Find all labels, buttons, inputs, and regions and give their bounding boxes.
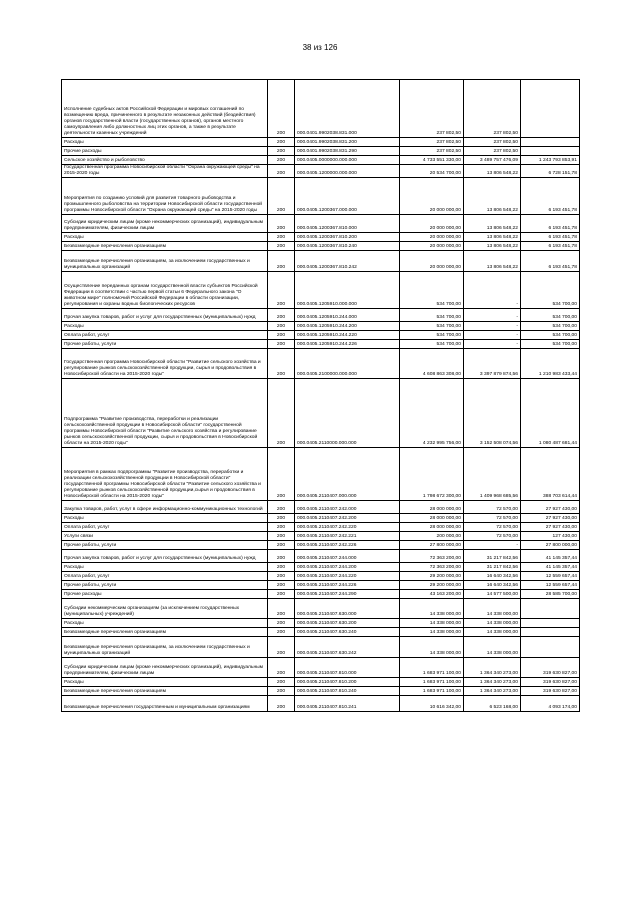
row-grbs-code: 200 [268,523,295,532]
row-unexecuted-amount: 534 700,00 [521,331,580,340]
row-executed-amount: 14 577 500,00 [464,590,521,599]
row-grbs-code: 200 [268,178,295,215]
row-name: Безвозмездные перечисления организациям, за исключением государственных и муниципальных организаций [62,251,268,272]
row-unexecuted-amount: 1 210 983 433,44 [521,349,580,379]
row-grbs-code: 200 [268,379,295,448]
row-budget-code: 000.0405.2110407.242.220 [295,523,400,532]
row-budget-code: 000.0405.2110407.242.226 [295,541,400,550]
row-grbs-code: 200 [268,322,295,331]
table-row [62,233,580,242]
row-budget-code: 000.0405.2110407.242.200 [295,514,400,523]
row-name: Расходы [62,563,268,572]
row-grbs-code: 200 [268,696,295,712]
row-budget-code: 000.0401.9902038.831.200 [295,138,400,147]
budget-table [61,79,580,712]
row-executed-amount: 14 338 000,00 [464,628,521,637]
row-approved-amount: 4 232 995 756,00 [400,379,464,448]
row-budget-code: 000.0405.1200367.810.240 [295,242,400,251]
row-approved-amount: 27 800 000,00 [400,541,464,550]
row-unexecuted-amount: 27 927 430,00 [521,501,580,514]
row-approved-amount: 20 000 000,00 [400,233,464,242]
table-row [62,637,580,658]
row-approved-amount: 4 733 551 330,00 [400,156,464,165]
row-unexecuted-amount [521,138,580,147]
row-unexecuted-amount [521,637,580,658]
row-grbs-code: 200 [268,658,295,678]
row-executed-amount: 14 338 000,00 [464,637,521,658]
row-budget-code: 000.0405.2110407.810.000 [295,658,400,678]
row-approved-amount: 237 802,50 [400,138,464,147]
row-budget-code: 000.0405.2110407.244.220 [295,572,400,581]
row-executed-amount: 13 806 548,22 [464,215,521,233]
table-row [62,80,580,138]
row-grbs-code: 200 [268,215,295,233]
row-name: Расходы [62,514,268,523]
row-grbs-code: 200 [268,147,295,156]
table-row [62,590,580,599]
row-budget-code: 000.0405.1200367.810.242 [295,251,400,272]
row-budget-code: 000.0405.2110407.000.000 [295,448,400,501]
row-name: Оплата работ, услуг [62,572,268,581]
table-row [62,532,580,541]
row-budget-code: 000.0405.1205910.244.220 [295,331,400,340]
row-approved-amount: 14 338 000,00 [400,619,464,628]
row-name: Безвозмездные перечисления организациям, за исключением государственных и муниципальных организаций [62,637,268,658]
row-executed-amount: - [464,309,521,322]
row-unexecuted-amount: 27 927 430,00 [521,514,580,523]
row-executed-amount: 14 338 000,00 [464,619,521,628]
row-unexecuted-amount: 41 145 357,44 [521,563,580,572]
row-budget-code: 000.0405.2110407.242.000 [295,501,400,514]
table-row [62,563,580,572]
row-executed-amount: 14 338 000,00 [464,599,521,619]
row-approved-amount: 1 683 971 100,00 [400,658,464,678]
row-budget-code: 000.0405.1205910.244.200 [295,322,400,331]
row-approved-amount: 20 000 000,00 [400,215,464,233]
row-name: Прочие расходы [62,147,268,156]
row-grbs-code: 200 [268,532,295,541]
row-grbs-code: 200 [268,156,295,165]
row-name: Оплата работ, услуг [62,331,268,340]
table-row [62,628,580,637]
row-name: Прочая закупка товаров, работ и услуг для государственных (муниципальных) нужд [62,309,268,322]
row-unexecuted-amount: 534 700,00 [521,340,580,349]
row-executed-amount: 72 570,00 [464,523,521,532]
row-executed-amount: 16 640 342,56 [464,581,521,590]
row-budget-code: 000.0401.9902038.831.290 [295,147,400,156]
row-name: Прочие расходы [62,590,268,599]
row-executed-amount: 1 364 340 273,00 [464,678,521,687]
table-row [62,514,580,523]
row-executed-amount: 1 364 340 273,00 [464,658,521,678]
row-approved-amount: 200 000,00 [400,532,464,541]
row-name: Исполнение судебных актов Российской Федерации и мировых соглашений по возмещению вреда, причиненного в результате незаконных действий (бездействия) органов государственной власти (государственных органов), органов местного самоуправления либо должностных лиц этих органов, а также в результате деятельности казенных учреждений [62,80,268,138]
row-approved-amount: 534 700,00 [400,309,464,322]
row-unexecuted-amount: 41 145 357,44 [521,550,580,563]
row-unexecuted-amount: 319 630 827,00 [521,658,580,678]
row-unexecuted-amount [521,147,580,156]
row-name: Безвозмездные перечисления организациям [62,628,268,637]
row-name: Государственная программа Новосибирской области "Развитие сельского хозяйства и регулирование рынков сельскохозяйственной продукции, сырья и продовольствия в Новосибирской области на 2015-2020 годы" [62,349,268,379]
row-grbs-code: 200 [268,678,295,687]
row-unexecuted-amount: 1 080 487 681,44 [521,379,580,448]
row-approved-amount: 1 798 672 300,00 [400,448,464,501]
table-row [62,272,580,309]
row-executed-amount: 13 806 548,22 [464,242,521,251]
row-executed-amount: - [464,331,521,340]
row-grbs-code: 200 [268,550,295,563]
row-unexecuted-amount: 534 700,00 [521,309,580,322]
table-row [62,523,580,532]
row-executed-amount: - [464,541,521,550]
row-unexecuted-amount: 12 559 657,44 [521,572,580,581]
row-budget-code: 000.0405.1200367.810.000 [295,215,400,233]
row-executed-amount: 237 802,50 [464,138,521,147]
row-budget-code: 000.0405.2110407.810.240 [295,687,400,696]
row-budget-code: 000.0405.2110407.630.000 [295,599,400,619]
row-grbs-code: 200 [268,272,295,309]
table-row [62,165,580,178]
row-unexecuted-amount: 12 559 657,44 [521,581,580,590]
row-name: Прочие работы, услуги [62,541,268,550]
row-name: Безвозмездные перечисления организациям [62,242,268,251]
row-unexecuted-amount: 6 193 451,78 [521,215,580,233]
row-name: Прочая закупка товаров, работ и услуг для государственных (муниципальных) нужд [62,550,268,563]
row-unexecuted-amount: 127 430,00 [521,532,580,541]
row-budget-code: 000.0405.1205910.244.000 [295,309,400,322]
row-budget-code: 000.0405.1205910.000.000 [295,272,400,309]
row-budget-code: 000.0405.2110407.630.200 [295,619,400,628]
row-executed-amount: 6 523 168,00 [464,696,521,712]
table-row [62,687,580,696]
row-approved-amount: 43 163 200,00 [400,590,464,599]
row-name: Прочие работы, услуги [62,340,268,349]
row-budget-code: 000.0405.2110407.244.200 [295,563,400,572]
row-budget-code: 000.0405.2110407.810.241 [295,696,400,712]
row-unexecuted-amount: 534 700,00 [521,322,580,331]
row-name: Расходы [62,233,268,242]
table-row [62,541,580,550]
row-unexecuted-amount: 1 243 793 853,91 [521,156,580,165]
row-name: Расходы [62,138,268,147]
row-name: Подпрограмма "Развитие производства, переработки и реализации сельскохозяйственной продукции в Новосибирской области" государственной программы Новосибирской области "Развитие сельского хозяйства и регулирование рынков сельскохозяйственной продукции, сырья и продовольствия в Новосибирской области на 2015-2020 годы" [62,379,268,448]
row-approved-amount: 28 000 000,00 [400,501,464,514]
row-executed-amount: 72 570,00 [464,514,521,523]
row-grbs-code: 200 [268,628,295,637]
row-budget-code: 000.0405.2100000.000.000 [295,349,400,379]
row-approved-amount: 20 000 000,00 [400,178,464,215]
row-executed-amount: 237 802,50 [464,147,521,156]
table-row [62,251,580,272]
table-row [62,581,580,590]
row-approved-amount: 534 700,00 [400,331,464,340]
row-name: Услуги связи [62,532,268,541]
row-name: Субсидии некоммерческим организациям (за исключением государственных (муниципальных) учреждений) [62,599,268,619]
row-approved-amount: 72 363 200,00 [400,563,464,572]
row-grbs-code: 200 [268,233,295,242]
row-approved-amount: 14 338 000,00 [400,628,464,637]
row-executed-amount: 237 802,50 [464,80,521,138]
row-unexecuted-amount [521,599,580,619]
row-approved-amount: 14 338 000,00 [400,599,464,619]
row-budget-code: 000.0405.2110407.242.221 [295,532,400,541]
table-row [62,658,580,678]
row-budget-code: 000.0405.2110407.244.000 [295,550,400,563]
row-budget-code: 000.0405.2110407.244.226 [295,581,400,590]
row-budget-code: 000.0405.1200367.810.200 [295,233,400,242]
row-budget-code: 000.0405.0000000.000.000 [295,156,400,165]
row-executed-amount: 31 217 842,56 [464,550,521,563]
row-approved-amount: 28 000 000,00 [400,523,464,532]
row-grbs-code: 200 [268,514,295,523]
row-name: Расходы [62,619,268,628]
row-executed-amount: 3 489 757 476,09 [464,156,521,165]
row-approved-amount: 534 700,00 [400,340,464,349]
row-grbs-code: 200 [268,448,295,501]
row-budget-code: 000.0405.1200000.000.000 [295,165,400,178]
row-approved-amount: 237 802,50 [400,147,464,156]
row-approved-amount: 72 363 200,00 [400,550,464,563]
table-row [62,448,580,501]
row-name: Расходы [62,678,268,687]
row-unexecuted-amount: 319 630 827,00 [521,678,580,687]
row-budget-code: 000.0405.2110407.630.242 [295,637,400,658]
row-approved-amount: 14 338 000,00 [400,637,464,658]
row-approved-amount: 534 700,00 [400,272,464,309]
row-unexecuted-amount: 6 193 451,78 [521,251,580,272]
table-row [62,379,580,448]
table-row [62,550,580,563]
row-name: Закупка товаров, работ, услуг в сфере информационно-коммуникационных технологий [62,501,268,514]
row-executed-amount: 3 152 508 074,56 [464,379,521,448]
row-unexecuted-amount: 319 630 827,00 [521,687,580,696]
row-unexecuted-amount: 27 800 000,00 [521,541,580,550]
row-budget-code: 000.0405.1200367.000.000 [295,178,400,215]
row-executed-amount: - [464,322,521,331]
row-grbs-code: 200 [268,563,295,572]
row-grbs-code: 200 [268,138,295,147]
table-row [62,178,580,215]
row-budget-code: 000.0405.2110407.810.200 [295,678,400,687]
row-approved-amount: 1 683 971 100,00 [400,678,464,687]
row-name: Оплата работ, услуг [62,523,268,532]
row-unexecuted-amount: 6 193 451,78 [521,242,580,251]
row-approved-amount: 237 802,50 [400,80,464,138]
row-unexecuted-amount: 6 193 451,78 [521,178,580,215]
row-grbs-code: 200 [268,637,295,658]
row-executed-amount: 13 806 548,22 [464,233,521,242]
row-grbs-code: 200 [268,309,295,322]
row-name: Государственная программа Новосибирской области "Охрана окружающей среды" на 2015-2020 годы [62,165,268,178]
row-executed-amount: 72 570,00 [464,501,521,514]
row-executed-amount: 1 364 340 273,00 [464,687,521,696]
row-executed-amount: 13 806 548,22 [464,165,521,178]
table-row [62,156,580,165]
row-name: Прочие работы, услуги [62,581,268,590]
row-grbs-code: 200 [268,242,295,251]
row-name: Расходы [62,322,268,331]
row-executed-amount: 13 806 548,22 [464,251,521,272]
row-grbs-code: 200 [268,349,295,379]
row-approved-amount: 1 683 971 100,00 [400,687,464,696]
row-budget-code: 000.0405.2110000.000.000 [295,379,400,448]
row-unexecuted-amount: 27 927 430,00 [521,523,580,532]
row-name: Мероприятия по созданию условий для развития товарного рыбоводства и промышленного рыболовства на территории Новосибирской области государственной программы Новосибирской области "Охрана окружающей среды" на 2015-2020 годы [62,178,268,215]
row-budget-code: 000.0405.1205910.244.226 [295,340,400,349]
row-unexecuted-amount: 28 585 700,00 [521,590,580,599]
row-grbs-code: 200 [268,251,295,272]
row-approved-amount: 29 200 000,00 [400,581,464,590]
row-executed-amount: - [464,272,521,309]
row-unexecuted-amount: 6 193 451,78 [521,233,580,242]
row-budget-code: 000.0405.2110407.630.240 [295,628,400,637]
row-executed-amount: 72 570,00 [464,532,521,541]
row-budget-code: 000.0405.2110407.244.290 [295,590,400,599]
row-name: Субсидии юридическим лицам (кроме некоммерческих организаций), индивидуальным предпринимателям, физическим лицам [62,215,268,233]
row-grbs-code: 200 [268,165,295,178]
table-row [62,599,580,619]
page-number: 38 из 126 [302,43,338,52]
row-approved-amount: 534 700,00 [400,322,464,331]
row-approved-amount: 29 200 000,00 [400,572,464,581]
table-row [62,309,580,322]
row-approved-amount: 28 000 000,00 [400,514,464,523]
row-unexecuted-amount [521,80,580,138]
row-grbs-code: 200 [268,541,295,550]
row-grbs-code: 200 [268,687,295,696]
row-grbs-code: 200 [268,572,295,581]
row-approved-amount: 20 000 000,00 [400,251,464,272]
row-grbs-code: 200 [268,80,295,138]
row-grbs-code: 200 [268,619,295,628]
row-executed-amount: 1 409 968 685,56 [464,448,521,501]
row-unexecuted-amount: 388 703 614,44 [521,448,580,501]
row-name: Мероприятия в рамках подпрограммы "Развитие производства, переработки и реализации сельскохозяйственной продукции в Новосибирской области" государственной программы Новосибирской области "Развитие сельского хозяйства и регулирование рынков сельскохозяйственной продукции,сырья и продовольствия в Новосибирской области на 2015-2020 годы" [62,448,268,501]
row-grbs-code: 200 [268,501,295,514]
row-name: Субсидии юридическим лицам (кроме некоммерческих организаций), индивидуальным предпринимателям, физическим лицам [62,658,268,678]
row-approved-amount: 20 534 700,00 [400,165,464,178]
row-grbs-code: 200 [268,340,295,349]
table-row [62,138,580,147]
row-grbs-code: 200 [268,590,295,599]
table-row [62,696,580,712]
row-name: Сельское хозяйство и рыболовство [62,156,268,165]
row-executed-amount: - [464,340,521,349]
table-row [62,215,580,233]
row-approved-amount: 20 000 000,00 [400,242,464,251]
row-unexecuted-amount: 6 728 151,78 [521,165,580,178]
row-grbs-code: 200 [268,331,295,340]
row-executed-amount: 16 640 342,56 [464,572,521,581]
table-row [62,322,580,331]
row-executed-amount: 31 217 842,56 [464,563,521,572]
row-executed-amount: 13 806 548,22 [464,178,521,215]
row-grbs-code: 200 [268,581,295,590]
table-row [62,340,580,349]
row-unexecuted-amount [521,619,580,628]
row-unexecuted-amount: 534 700,00 [521,272,580,309]
row-unexecuted-amount [521,628,580,637]
row-unexecuted-amount: 4 093 174,00 [521,696,580,712]
table-row [62,242,580,251]
table-row [62,678,580,687]
row-grbs-code: 200 [268,599,295,619]
row-approved-amount: 4 608 863 308,00 [400,349,464,379]
table-row [62,619,580,628]
row-approved-amount: 10 616 342,00 [400,696,464,712]
row-budget-code: 000.0401.9902038.831.000 [295,80,400,138]
table-row [62,501,580,514]
row-name: Осуществление переданных органам государственной власти субъектов Российской Федерации в соответствии с частью первой статьи 6 Федерального закона "О животном мире" полномочий Российской Федерации в области организации, регулирования и охраны водных биологических ресурсов [62,272,268,309]
table-row [62,147,580,156]
row-name: Безвозмездные перечисления государственным и муниципальным организациям [62,696,268,712]
table-row [62,572,580,581]
table-row [62,349,580,379]
table-row [62,331,580,340]
row-name: Безвозмездные перечисления организациям [62,687,268,696]
row-executed-amount: 3 397 879 874,56 [464,349,521,379]
